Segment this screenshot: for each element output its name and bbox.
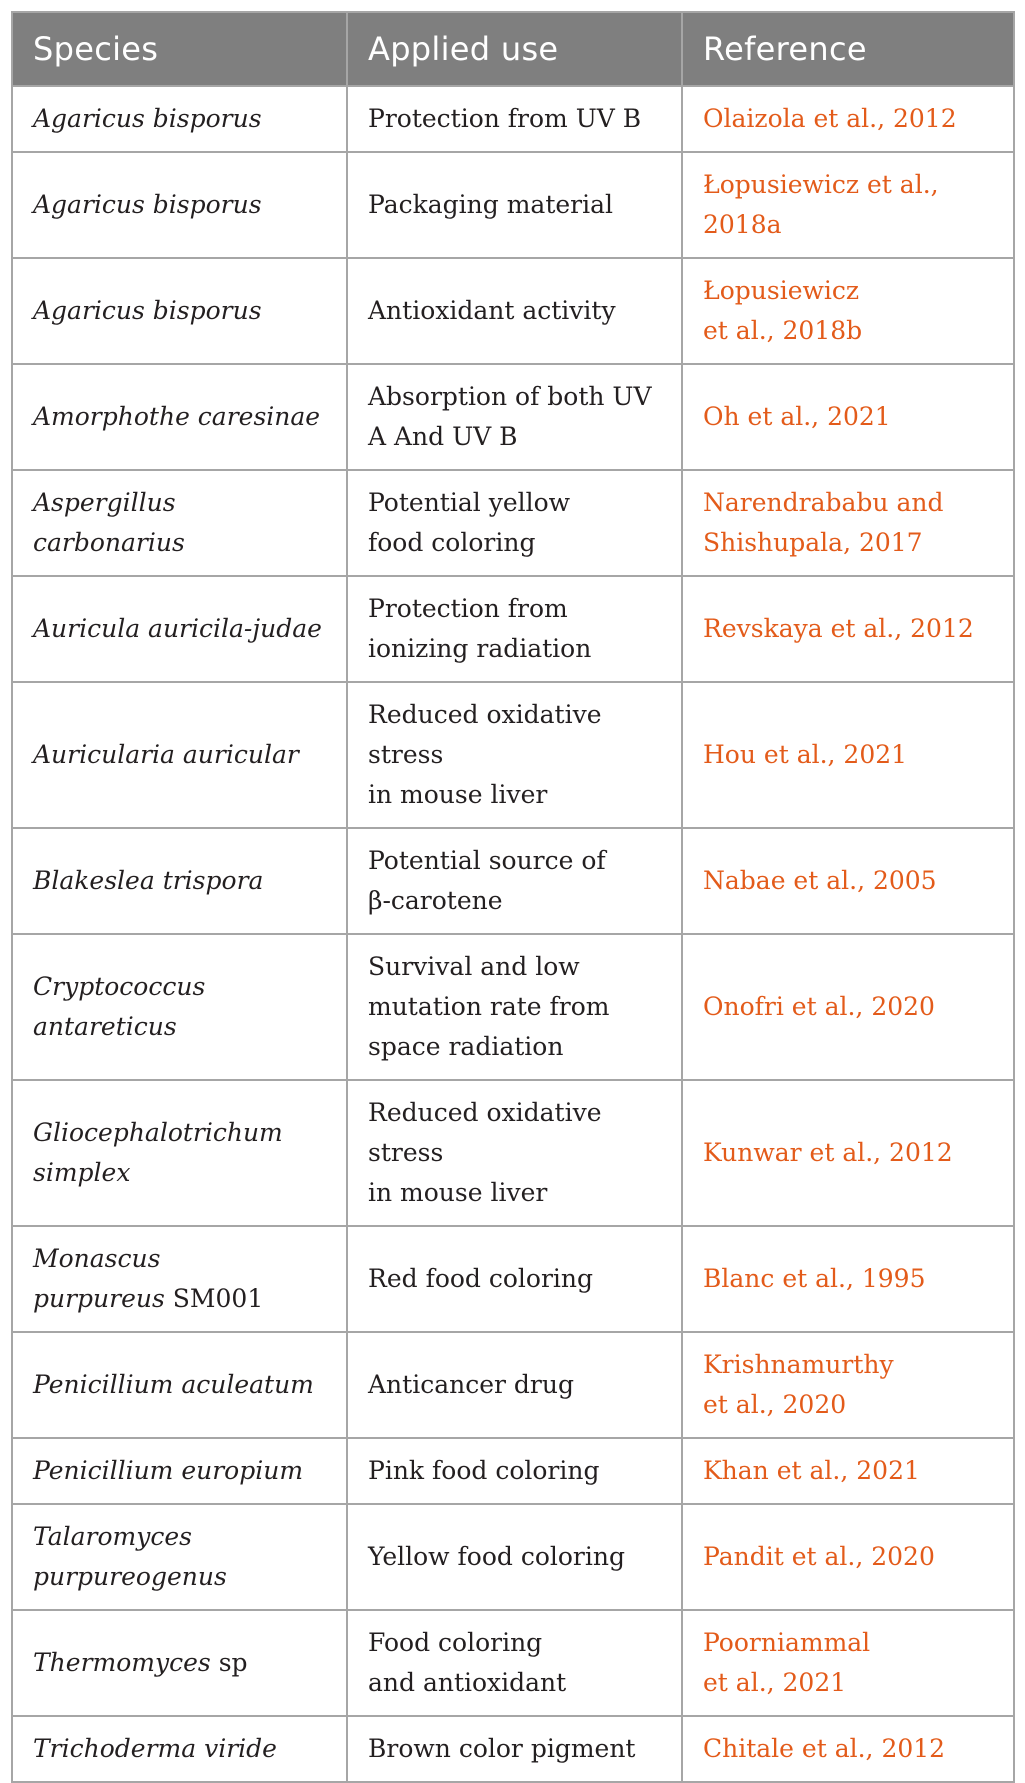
table-row [12, 1332, 1014, 1438]
table-row [12, 470, 1014, 576]
species-cell [12, 682, 347, 828]
reference-cell [682, 152, 1014, 258]
species-name: Trichoderma viride [33, 1734, 277, 1763]
species-cell [12, 1332, 347, 1438]
reference-link[interactable]: Olaizola et al., 2012 [703, 104, 957, 133]
reference-cell [682, 828, 1014, 934]
table-row [12, 258, 1014, 364]
applied-use-cell: Potential yellow food coloring [347, 470, 682, 576]
reference-cell [682, 934, 1014, 1080]
reference-cell [682, 1332, 1014, 1438]
applied-use-cell: Yellow food coloring [347, 1504, 682, 1610]
applied-use-cell: Pink food coloring [347, 1438, 682, 1504]
species-name: Agaricus bisporus [33, 296, 262, 325]
reference-cell [682, 1504, 1014, 1610]
table-row [12, 1610, 1014, 1716]
header-applied-use: Applied use [347, 12, 682, 86]
reference-cell [682, 1438, 1014, 1504]
table-row [12, 934, 1014, 1080]
reference-link[interactable]: Narendrababu and Shishupala, 2017 [703, 488, 944, 557]
applied-use-cell: Reduced oxidative stress in mouse liver [347, 1080, 682, 1226]
reference-link[interactable]: Blanc et al., 1995 [703, 1264, 926, 1293]
table-row [12, 828, 1014, 934]
reference-link[interactable]: Nabae et al., 2005 [703, 866, 937, 895]
reference-cell [682, 1610, 1014, 1716]
reference-cell [682, 258, 1014, 364]
species-name: Penicillium aculeatum [33, 1370, 314, 1399]
species-name: Thermomyces [33, 1648, 211, 1677]
reference-link[interactable]: Kunwar et al., 2012 [703, 1138, 953, 1167]
species-name: Penicillium europium [33, 1456, 304, 1485]
applied-use-cell: Protection from ionizing radiation [347, 576, 682, 682]
species-cell [12, 1610, 347, 1716]
reference-link[interactable]: Hou et al., 2021 [703, 740, 908, 769]
species-cell [12, 152, 347, 258]
table-body [12, 86, 1014, 1782]
header-row [12, 12, 1014, 86]
applied-use-cell: Antioxidant activity [347, 258, 682, 364]
table-row [12, 1716, 1014, 1782]
reference-link[interactable]: Krishnamurthy et al., 2020 [703, 1350, 894, 1419]
reference-cell [682, 1080, 1014, 1226]
table-row [12, 1080, 1014, 1226]
reference-link[interactable]: Poorniammal et al., 2021 [703, 1628, 871, 1697]
species-name: Cryptococcus antareticus [33, 972, 206, 1041]
species-name: Auricula auricila-judae [33, 614, 322, 643]
applied-use-cell: Anticancer drug [347, 1332, 682, 1438]
applied-use-cell: Brown color pigment [347, 1716, 682, 1782]
table-row [12, 1438, 1014, 1504]
applied-use-cell: Red food coloring [347, 1226, 682, 1332]
species-cell [12, 1504, 347, 1610]
applied-use-cell: Protection from UV B [347, 86, 682, 152]
reference-cell [682, 364, 1014, 470]
table-row [12, 1226, 1014, 1332]
species-name: Blakeslea trispora [33, 866, 264, 895]
species-name: Auricularia auricular [33, 740, 299, 769]
reference-link[interactable]: Revskaya et al., 2012 [703, 614, 974, 643]
table-row [12, 86, 1014, 152]
species-name: Amorphothe caresinae [33, 402, 321, 431]
table-row [12, 1504, 1014, 1610]
reference-link[interactable]: Khan et al., 2021 [703, 1456, 920, 1485]
table-row [12, 682, 1014, 828]
reference-link[interactable]: Onofri et al., 2020 [703, 992, 935, 1021]
species-name: Agaricus bisporus [33, 104, 262, 133]
reference-cell [682, 682, 1014, 828]
species-cell [12, 258, 347, 364]
reference-link[interactable]: Chitale et al., 2012 [703, 1734, 946, 1763]
reference-link[interactable]: Oh et al., 2021 [703, 402, 891, 431]
reference-link[interactable]: Pandit et al., 2020 [703, 1542, 935, 1571]
species-name: Gliocephalotrichum simplex [33, 1118, 283, 1187]
reference-cell [682, 86, 1014, 152]
reference-cell [682, 470, 1014, 576]
header-reference: Reference [682, 12, 1014, 86]
reference-cell [682, 1716, 1014, 1782]
species-name: Agaricus bisporus [33, 190, 262, 219]
reference-link[interactable]: Łopusiewicz et al., 2018b [703, 276, 863, 345]
species-cell [12, 86, 347, 152]
species-cell [12, 470, 347, 576]
applied-use-cell: Potential source of β-carotene [347, 828, 682, 934]
species-cell [12, 828, 347, 934]
applied-use-cell: Reduced oxidative stress in mouse liver [347, 682, 682, 828]
species-cell [12, 576, 347, 682]
species-name: Talaromyces purpureogenus [33, 1522, 227, 1591]
species-cell [12, 1438, 347, 1504]
header-species: Species [12, 12, 347, 86]
species-cell [12, 1716, 347, 1782]
species-cell [12, 1226, 347, 1332]
reference-link[interactable]: Łopusiewicz et al., 2018a [703, 170, 939, 239]
species-strain: SM001 [172, 1284, 264, 1313]
applied-use-cell: Food coloring and antioxidant [347, 1610, 682, 1716]
species-cell [12, 934, 347, 1080]
species-name: Aspergillus carbonarius [33, 488, 185, 557]
applied-use-cell: Packaging material [347, 152, 682, 258]
table-row [12, 364, 1014, 470]
applied-use-cell: Survival and low mutation rate from space radiation [347, 934, 682, 1080]
species-cell [12, 364, 347, 470]
table-row [12, 576, 1014, 682]
reference-cell [682, 1226, 1014, 1332]
table-row [12, 152, 1014, 258]
applied-use-cell: Absorption of both UV A And UV B [347, 364, 682, 470]
species-name: Monascus purpureus [33, 1244, 165, 1313]
species-strain: sp [218, 1648, 248, 1677]
species-cell [12, 1080, 347, 1226]
fungal-pigments-table [11, 11, 1015, 1783]
reference-cell [682, 576, 1014, 682]
